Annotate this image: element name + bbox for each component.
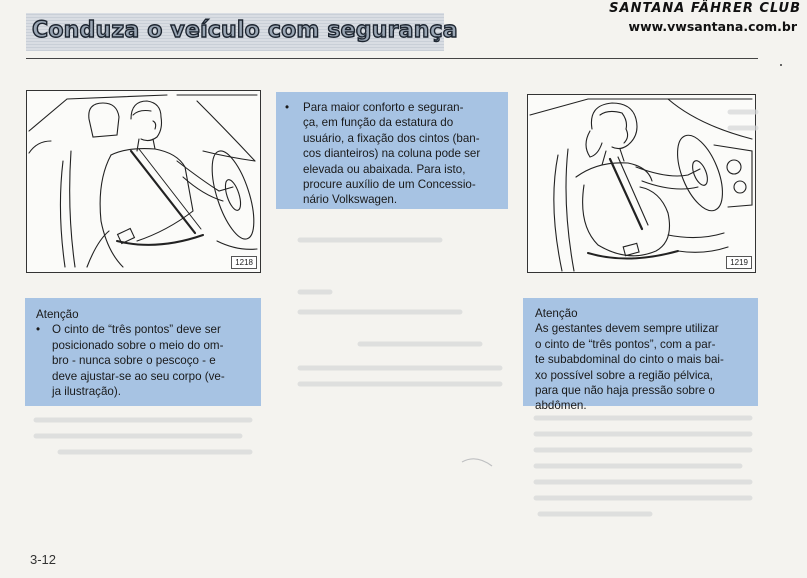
warning-line: ja ilustração).	[52, 385, 121, 398]
tip-line: ça, em função da estatura do	[303, 116, 454, 130]
warning-line: abdômen.	[535, 399, 587, 413]
warning-line: bro - nunca sobre o pescoço - e	[52, 354, 216, 368]
warning-heading: Atenção	[36, 308, 79, 321]
figure-number: 1219	[726, 256, 752, 269]
warning-line: para que não haja pressão sobre o	[535, 384, 715, 397]
tip-line: cos dianteiros) na coluna pode ser	[303, 147, 481, 161]
warning-line: xo possível sobre a região pélvica,	[535, 368, 713, 382]
warning-line: te subabdominal do cinto o mais bai-	[535, 353, 724, 367]
warning-line: posicionado sobre o meio do om-	[52, 338, 224, 352]
tip-line: usuário, a fixação dos cintos (ban-	[303, 131, 480, 145]
tip-line: Para maior conforto e seguran-	[303, 101, 464, 114]
tip-line: elevada ou abaixada. Para isto,	[303, 162, 466, 176]
club-url[interactable]: www.vwsantana.com.br	[628, 19, 797, 34]
bullet-icon: •	[36, 323, 41, 337]
warning-line: o cinto de “três pontos”, com a par-	[535, 337, 716, 351]
bullet-icon: •	[285, 101, 290, 114]
warning-line: deve ajustar-se ao seu corpo (ve-	[52, 369, 225, 383]
page-number: 3-12	[30, 552, 57, 567]
figure-number: 1218	[231, 256, 257, 269]
warning-heading: Atenção	[535, 307, 578, 320]
warning-line: O cinto de “três pontos” deve ser	[52, 323, 221, 337]
warning-line: As gestantes devem sempre utilizar	[535, 322, 719, 336]
tip-line: nário Volkswagen.	[303, 193, 398, 207]
page-title: Conduza o veículo com segurança	[32, 18, 458, 43]
club-name: SANTANA FÄHRER CLUB	[609, 1, 801, 16]
tip-line: procure auxílio de um Concessio-	[303, 178, 476, 191]
